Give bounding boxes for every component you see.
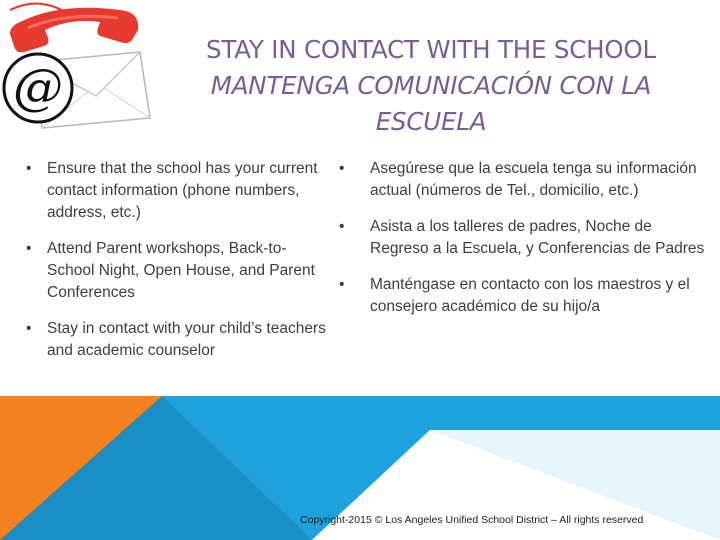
list-item-text: Ensure that the school has your current contact information (phone numbers, address, etc.) bbox=[47, 160, 318, 221]
at-symbol: @ bbox=[13, 58, 63, 116]
list-item bbox=[336, 216, 706, 260]
list-item-text: Asegúrese que la escuela tenga su información actual (números de Tel., domicilio, etc.) bbox=[370, 160, 697, 199]
bullet: • bbox=[339, 160, 345, 177]
title-spanish-line1: MANTENGA COMUNICACIÓN CON LA bbox=[210, 71, 652, 100]
list-item bbox=[336, 274, 706, 318]
list-item-text: Attend Parent workshops, Back-to-School Night, Open House, and Parent Conferences bbox=[47, 240, 315, 301]
at-sign-icon bbox=[4, 54, 72, 122]
phone-icon bbox=[10, 8, 138, 53]
spanish-list bbox=[336, 158, 706, 334]
title-english: STAY IN CONTACT WITH THE SCHOOL bbox=[206, 35, 656, 64]
english-list bbox=[26, 158, 326, 378]
page-title bbox=[176, 32, 686, 140]
list-item-text: Asista a los talleres de padres, Noche de Regreso a la Escuela, y Conferencias de Padres bbox=[370, 218, 705, 257]
list-item bbox=[26, 318, 326, 362]
bullet: • bbox=[339, 276, 345, 293]
bullet: • bbox=[339, 218, 345, 235]
copyright-footer: Copyright-2015 © Los Angeles Unified School District – All rights reserved bbox=[300, 514, 644, 526]
list-item bbox=[26, 238, 326, 304]
bullet: • bbox=[26, 240, 32, 257]
list-item bbox=[336, 158, 706, 202]
list-item-text: Manténgase en contacto con los maestros y el consejero académico de su hijo/a bbox=[370, 276, 690, 315]
list-item-text: Stay in contact with your child’s teachers and academic counselor bbox=[47, 320, 326, 359]
title-spanish-line2: ESCUELA bbox=[375, 107, 487, 136]
bullet: • bbox=[26, 320, 32, 337]
bullet: • bbox=[26, 160, 32, 177]
list-item bbox=[26, 158, 326, 224]
contact-logo bbox=[0, 0, 180, 130]
